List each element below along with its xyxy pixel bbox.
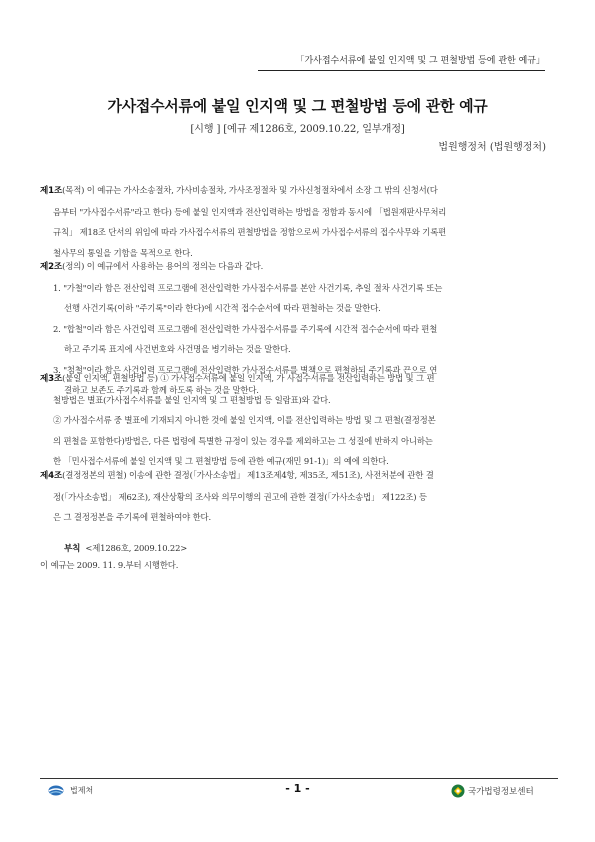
article-text-line: 은 그 결정정본을 주기록에 편철하여야 한다. xyxy=(53,512,211,522)
article-number: 제3조 xyxy=(40,374,63,384)
article-text-line: 한 「민사접수서류에 붙일 인지액 및 그 편철방법 등에 관한 예규(재민 91-1)」의 예에 의한다. xyxy=(53,456,389,466)
addendum-ref: <제1286호, 2009.10.22> xyxy=(85,543,188,553)
article-text-line: (붙일 인지액, 편철방법 등) ① 가사접수서류에 붙일 인지액, 가 사접수서류를 전산입력하는 방법 및 그 편 xyxy=(62,373,435,383)
list-item-line: 1. "가철"이라 함은 전산입력 프로그램에 전산입력한 가사접수서류를 본안 사건기록, 추일 절차 사건기록 또는 xyxy=(53,282,443,293)
footer-right-label: 국가법령정보센터 xyxy=(468,787,534,797)
page-number: - 1 - xyxy=(285,782,310,795)
footer-divider xyxy=(40,778,558,779)
document-title: 가사접수서류에 붙일 인지액 및 그 편철방법 등에 관한 예규 xyxy=(107,97,488,115)
article-text-line: 철방법은 별표(가사접수서류를 붙일 인지액 및 그 편철방법 등 일람표)와 같다. xyxy=(53,394,331,405)
article-number: 제1조 xyxy=(40,186,63,196)
addendum-label: 부칙 xyxy=(64,544,81,554)
article-number: 제2조 xyxy=(40,262,63,272)
article-text-line: 규칙」 제18조 단서의 위임에 따라 가사접수서류의 편철방법을 정함으로써 가사접수서류의 접수사무와 기록편 xyxy=(53,227,447,237)
article-text-line: 정(「가사소송법」 제62조), 재산상황의 조사와 의무이행의 권고에 관한 결정(「가사소송법」 제122조) 등 xyxy=(53,491,427,502)
list-item-line: 선행 사건기록(이하 "주기록"이라 한다)에 시간적 접수순서에 따라 편철하는 것을 말한다. xyxy=(64,303,381,313)
article-1 xyxy=(40,180,560,263)
law-info-center-logo-icon xyxy=(451,784,465,798)
enactment-info: [시행 ] [예규 제1286호, 2009.10.22, 일부개정] xyxy=(190,124,405,135)
article-text-line: ② 가사접수서류 중 별표에 기재되지 아니한 것에 붙일 인지액, 이를 전산입력하는 방법 및 그 편철(결정정본 xyxy=(53,415,436,425)
article-text-line: (정의) 이 예규에서 사용하는 용어의 정의는 다음과 같다. xyxy=(62,261,264,271)
list-item-line: 2. "합철"이라 함은 사건입력 프로그램에 전산입력한 가사접수서류를 주기록에 시간적 접수순서에 따라 편철 xyxy=(53,323,438,334)
article-4 xyxy=(40,465,560,528)
addendum-text: 이 예규는 2009. 11. 9.부터 시행한다. xyxy=(40,560,179,570)
list-item-line: 하고 주기록 표지에 사건번호와 사건명을 병기하는 것을 말한다. xyxy=(64,344,291,354)
article-number: 제4조 xyxy=(40,471,63,481)
list-item-line: 3. "첨철"이라 함은 사건입력 프로그램에 전산입력한 가사접수서류를 별책으로 편철하되 주기록과 끈으로 연 xyxy=(53,364,438,375)
article-3 xyxy=(40,368,560,472)
article-text-line: 음부터 "가사접수서류"라고 한다) 등에 붙일 인지액과 전산입력하는 방법을 정함과 동시에 「법원재판사무처리 xyxy=(53,206,447,217)
article-text-line: 의 편철을 포함한다)방법은, 다른 법령에 특별한 규정이 있는 경우를 제외하고는 그 성질에 반하지 아니하는 xyxy=(53,435,433,446)
issuing-agency: 법원행정처 (법원행정처) xyxy=(438,142,546,153)
running-header xyxy=(258,54,545,71)
article-text-line: 철사무의 통일을 기함을 목적으로 한다. xyxy=(53,247,193,258)
running-header-text: 「가사접수서류에 붙일 인지액 및 그 편철방법 등에 관한 예규」 xyxy=(295,56,545,66)
article-text-line: (결정정본의 편철) 이송에 관한 결정(「가사소송법」 제13조제4항, 제35조, 제51조), 사전처분에 관한 결 xyxy=(62,470,434,480)
addendum-body xyxy=(40,555,560,576)
list-item-line: 결하고 보존도 주기록과 함께 하도록 하는 것을 말한다. xyxy=(64,385,259,395)
article-text-line: (목적) 이 예규는 가사소송절차, 가사비송절차, 가사조정절차 및 가사신청절차에서 소장 그 밖의 신청서(다 xyxy=(62,185,438,195)
footer-left-label: 법제처 xyxy=(70,786,94,795)
